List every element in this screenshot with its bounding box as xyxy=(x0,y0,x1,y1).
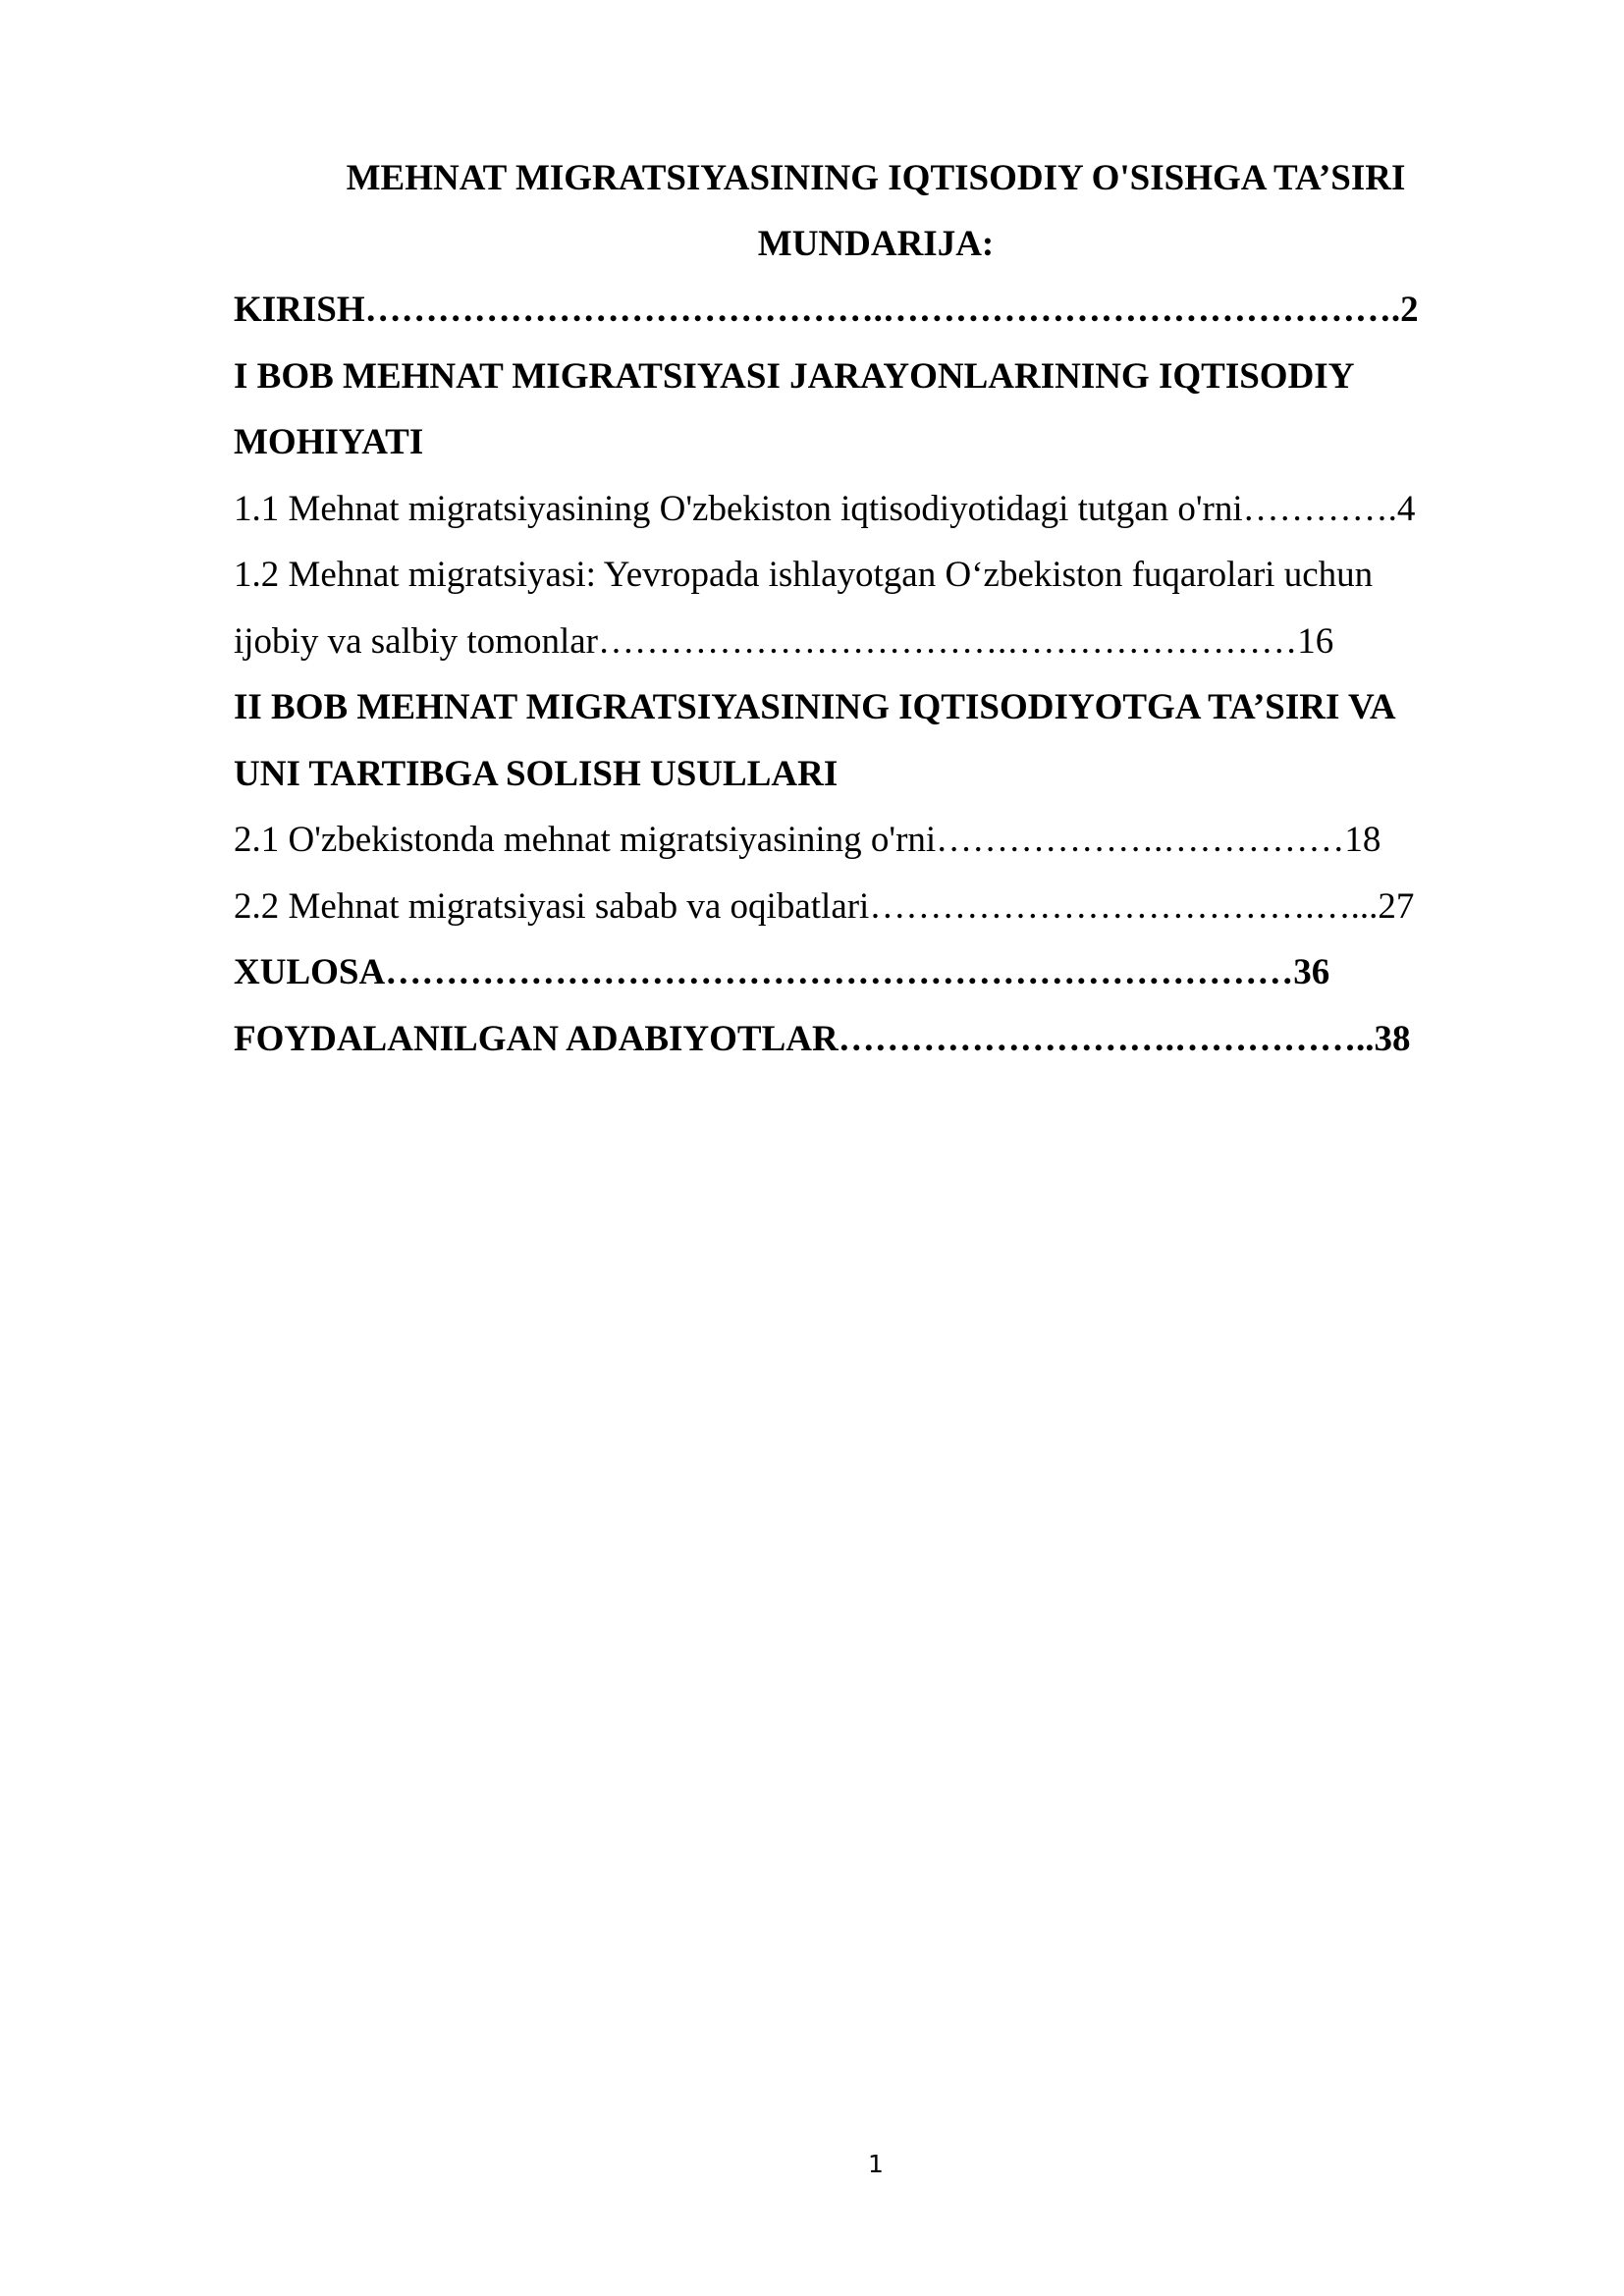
toc-entry-kirish: KIRISH…………………………………….…………………………………….2 xyxy=(234,290,1419,330)
toc-entry-chapter-1: I BOB MEHNAT MIGRATSIYASI JARAYONLARINING IQTISODIY xyxy=(234,355,1355,397)
toc-entry-section-1-1: 1.1 Mehnat migratsiyasining O'zbekiston iqtisodiyotidagi tutgan o'rni………….4 xyxy=(234,488,1416,529)
toc-entry-section-2-1: 2.1 O'zbekistonda mehnat migratsiyasining o'rni……………….……………18 xyxy=(234,820,1381,860)
document-title: MEHNAT MIGRATSIYASINING IQTISODIY O'SISHGA TA’SIRI xyxy=(346,158,1406,198)
toc-entry-chapter-1-cont: MOHIYATI xyxy=(234,422,424,462)
toc-entry-section-1-2: 1.2 Mehnat migratsiyasi: Yevropada ishlayotgan O‘zbekiston fuqarolari uchun xyxy=(234,555,1374,595)
toc-entry-section-2-2: 2.2 Mehnat migratsiyasi sabab va oqibatlari……………………………….…...27 xyxy=(234,885,1415,927)
toc-entry-references: FOYDALANILGAN ADABIYOTLAR……………………….……………..38 xyxy=(234,1018,1411,1059)
toc-entry-section-1-2-cont: ijobiy va salbiy tomonlar…………………………….……………………16 xyxy=(234,620,1334,662)
toc-heading: MUNDARIJA: xyxy=(757,224,995,264)
toc-entry-chapter-2-cont: UNI TARTIBGA SOLISH USULLARI xyxy=(234,753,839,794)
table-of-contents xyxy=(234,277,1530,1072)
page-number: 1 xyxy=(868,2150,884,2178)
toc-entry-chapter-2: II BOB MEHNAT MIGRATSIYASINING IQTISODIYOTGA TA’SIRI VA xyxy=(234,687,1396,727)
toc-entry-xulosa: XULOSA…………………………………………………………………36 xyxy=(234,952,1330,992)
